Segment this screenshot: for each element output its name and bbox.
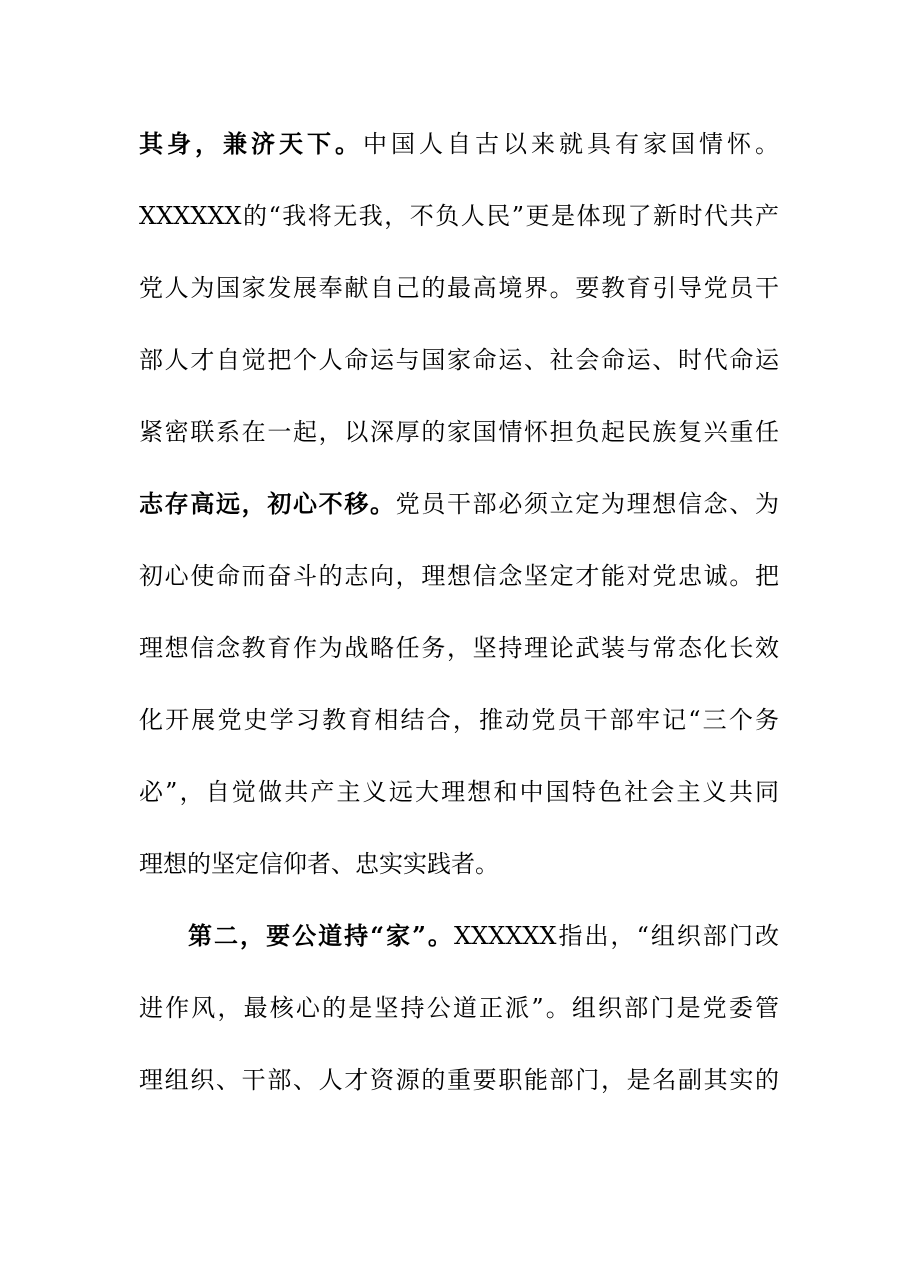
line-text: 党人为国家发展奉献自己的最高境界。要教育引导党员干	[139, 274, 779, 302]
line-text: XXXXXX指出，“组织部门改	[453, 922, 779, 950]
text-line-14	[139, 1062, 779, 1098]
text-line-11	[139, 846, 779, 882]
text-line-3	[139, 270, 779, 306]
line-text: 理想信念教育作为战略任务，坚持理论武装与常态化长效	[139, 634, 779, 662]
text-line-7	[139, 558, 779, 594]
text-line-5	[139, 414, 779, 450]
text-line-9	[139, 702, 779, 738]
line-text: 中国人自古以来就具有家国情怀。	[363, 130, 779, 158]
line-text: 理想的坚定信仰者、忠实实践者。	[139, 850, 499, 878]
text-line-4	[139, 342, 779, 378]
line-text: 化开展党史学习教育相结合，推动党员干部牢记“三个务	[139, 706, 779, 734]
line-text: XXXXXX的“我将无我，不负人民”更是体现了新时代共产	[139, 202, 779, 230]
text-line-2	[139, 198, 779, 234]
text-line-10	[139, 774, 779, 810]
text-line-1	[139, 126, 779, 162]
text-line-8	[139, 630, 779, 666]
line-text: 紧密联系在一起，以深厚的家国情怀担负起民族复兴重任	[139, 418, 779, 446]
line-text: 进作风，最核心的是坚持公道正派”。组织部门是党委管	[139, 994, 779, 1022]
line-text: 必”，自觉做共产主义远大理想和中国特色社会主义共同	[139, 778, 779, 806]
bold-lead: 第二，要公道持“家”。	[188, 921, 454, 950]
text-line-13	[139, 990, 779, 1026]
bold-lead: 其身，兼济天下。	[139, 129, 363, 158]
bold-lead: 志存高远，初心不移。	[139, 489, 396, 518]
line-text: 理组织、干部、人才资源的重要职能部门，是名副其实的	[139, 1066, 779, 1094]
text-line-6	[139, 486, 779, 522]
line-text: 党员干部必须立定为理想信念、为	[395, 490, 780, 518]
line-text: 部人才自觉把个人命运与国家命运、社会命运、时代命运	[139, 346, 779, 374]
line-text: 初心使命而奋斗的志向，理想信念坚定才能对党忠诚。把	[139, 562, 779, 590]
text-line-12	[188, 918, 779, 954]
